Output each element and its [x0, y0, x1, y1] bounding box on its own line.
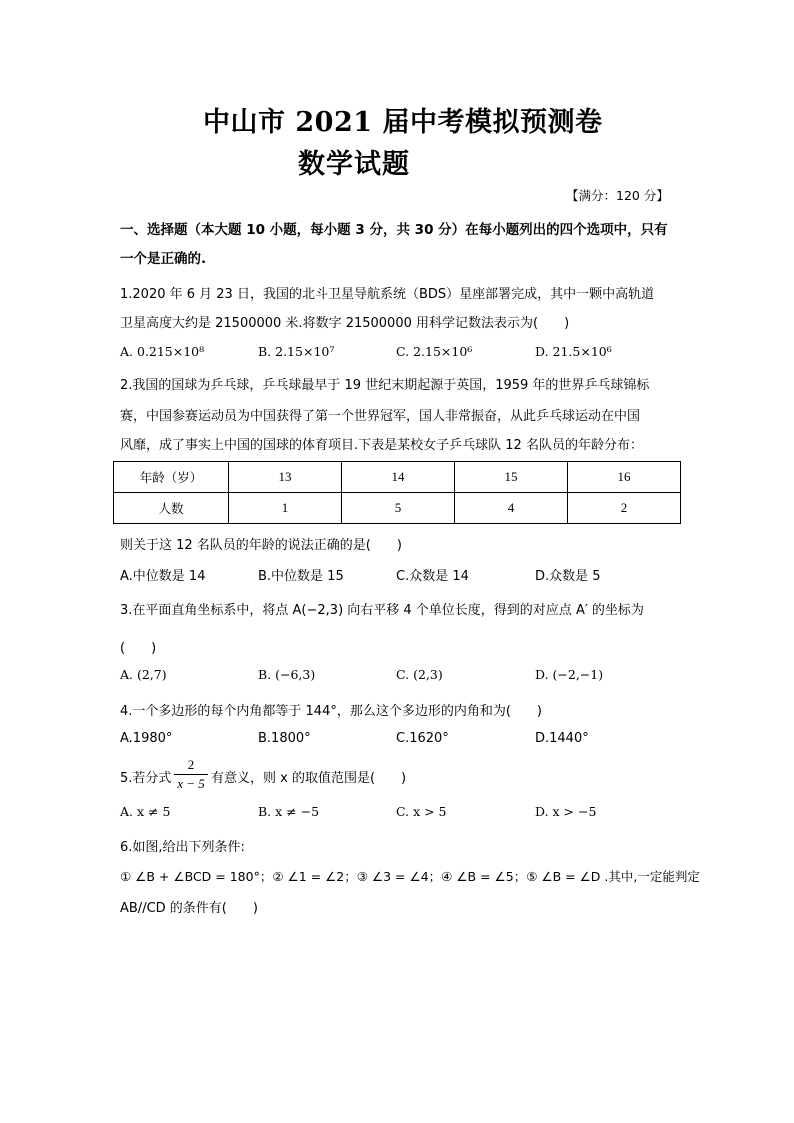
table-row	[114, 462, 681, 493]
q4-option-c: C.1620°	[396, 731, 449, 746]
table-cell: 2	[568, 493, 681, 524]
fraction-bar	[174, 774, 208, 775]
q5-fraction	[174, 757, 208, 792]
q5-option-a: A. x ≠ 5	[120, 804, 171, 819]
q2-question: 则关于这 12 名队员的年龄的说法正确的是( )	[120, 538, 402, 553]
q2-line2: 赛，中国参赛运动员为中国获得了第一个世界冠军，国人非常振奋，从此乒乓球运动在中国	[120, 409, 641, 424]
q2-line3: 风靡，成了事实上中国的国球的体育项目.下表是某校女子乒乓球队 12 名队员的年龄分布：	[120, 438, 643, 453]
q3-option-c: C. (2,3)	[396, 667, 443, 682]
table-cell: 14	[342, 462, 455, 493]
table-row-header: 人数	[114, 493, 229, 524]
section-heading-line2: 一个是正确的.	[120, 251, 207, 267]
q5-option-c: C. x > 5	[396, 804, 447, 819]
q5-option-d: D. x > −5	[535, 804, 597, 819]
q2-option-b: B.中位数是 15	[258, 569, 344, 584]
q4-option-a: A.1980°	[120, 731, 173, 746]
full-score-label: 【满分：120 分】	[566, 188, 669, 203]
table-cell: 4	[455, 493, 568, 524]
q1-line2: 卫星高度大约是 21500000 米.将数字 21500000 用科学记数法表示为( )	[120, 316, 570, 331]
q5-option-b: B. x ≠ −5	[258, 804, 320, 819]
page-subtitle: 数学试题	[298, 149, 410, 180]
table-row	[114, 493, 681, 524]
q2-line1: 2.我国的国球为乒乓球，乒乓球最早于 19 世纪末期起源于英国，1959 年的世界乒乓球锦标	[120, 378, 650, 393]
q3-line2: ( )	[120, 641, 157, 656]
table-row-header: 年龄（岁）	[114, 462, 229, 493]
q3-line1: 3.在平面直角坐标系中，将点 A(−2,3) 向右平移 4 个单位长度，得到的对应点 A′ 的坐标为	[120, 603, 644, 618]
q3-option-b: B. (−6,3)	[258, 667, 316, 682]
table-cell: 16	[568, 462, 681, 493]
q1-line1: 1.2020 年 6 月 23 日，我国的北斗卫星导航系统（BDS）星座部署完成，其中一颗中高轨道	[120, 287, 655, 302]
age-distribution-table	[113, 461, 681, 524]
q5-denominator: x − 5	[177, 776, 205, 791]
q1-option-b: B. 2.15×10⁷	[258, 344, 335, 359]
table-cell: 15	[455, 462, 568, 493]
q5-numerator: 2	[187, 757, 195, 772]
q1-option-a: A. 0.215×10⁸	[120, 344, 205, 359]
q6-line1: 6.如图,给出下列条件:	[120, 840, 245, 855]
q6-line3: AB//CD 的条件有( )	[120, 901, 258, 916]
q2-option-d: D.众数是 5	[535, 569, 601, 584]
q5-prefix: 5.若分式	[120, 771, 172, 786]
q4-option-b: B.1800°	[258, 731, 311, 746]
q1-option-c: C. 2.15×10⁶	[396, 344, 473, 359]
q3-option-a: A. (2,7)	[120, 667, 167, 682]
q6-line2: ① ∠B + ∠BCD = 180°；② ∠1 = ∠2；③ ∠3 = ∠4；④ ∠B = ∠5；⑤ ∠B = ∠D .其中,一定能判定	[120, 869, 700, 884]
q2-option-c: C.众数是 14	[396, 569, 469, 584]
q3-option-d: D. (−2,−1)	[535, 667, 604, 682]
page-title: 中山市 2021 届中考模拟预测卷	[203, 107, 603, 138]
table-cell: 5	[342, 493, 455, 524]
table-cell: 13	[229, 462, 342, 493]
q1-option-d: D. 21.5×10⁶	[535, 344, 612, 359]
q4-option-d: D.1440°	[535, 731, 589, 746]
q4-line1: 4.一个多边形的每个内角都等于 144°，那么这个多边形的内角和为( )	[120, 704, 542, 719]
table-cell: 1	[229, 493, 342, 524]
section-heading-line1: 一、选择题（本大题 10 小题，每小题 3 分，共 30 分）在每小题列出的四个选项中，只有	[120, 222, 668, 238]
q2-option-a: A.中位数是 14	[120, 569, 206, 584]
q5-suffix: 有意义，则 x 的取值范围是( )	[211, 771, 407, 786]
